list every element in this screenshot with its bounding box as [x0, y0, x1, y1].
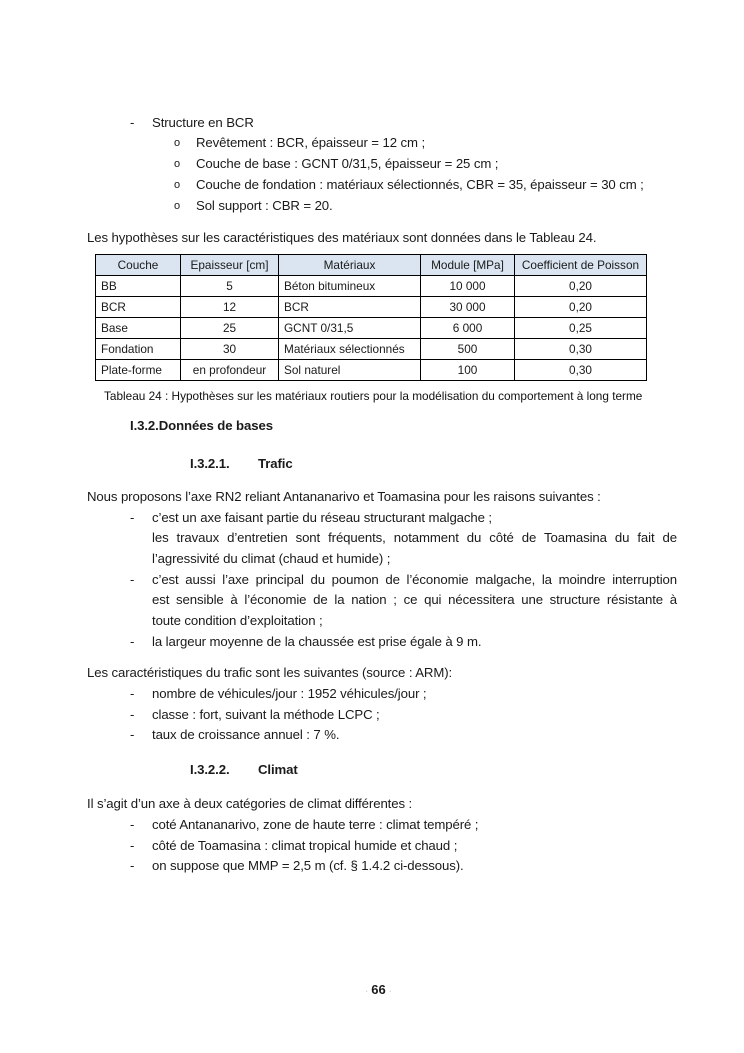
list-item: Sol support : CBR = 20. — [196, 198, 333, 213]
table-caption: Tableau 24 : Hypothèses sur les matériaux routiers pour la modélisation du comportement à long terme — [104, 389, 643, 403]
list-dash: - — [130, 727, 135, 742]
list-circle: o — [174, 158, 181, 170]
list-item: côté de Toamasina : climat tropical humide et chaud ; — [152, 838, 458, 853]
table-row — [96, 339, 647, 360]
table-cell: 12 — [181, 297, 279, 318]
list-item: Revêtement : BCR, épaisseur = 12 cm ; — [196, 135, 426, 150]
list-circle: o — [174, 137, 181, 149]
table-cell: 0,20 — [515, 276, 647, 297]
list-dash: - — [130, 572, 135, 587]
table-row — [96, 276, 647, 297]
table-cell: Sol naturel — [279, 360, 421, 381]
table-cell: Matériaux sélectionnés — [279, 339, 421, 360]
list-dash: - — [130, 115, 135, 130]
table-row — [96, 360, 647, 381]
table-cell: 30 — [181, 339, 279, 360]
column-header: Module [MPa] — [421, 255, 515, 276]
table-cell: 0,25 — [515, 318, 647, 339]
column-header: Epaisseur [cm] — [181, 255, 279, 276]
table-cell: 10 000 — [421, 276, 515, 297]
table-cell: Base — [96, 318, 181, 339]
subsection-title-climat: Climat — [258, 762, 298, 777]
table-header-row — [96, 255, 647, 276]
page-number-dot: . — [389, 987, 392, 994]
traffic-characteristics-intro: Les caractéristiques du trafic sont les suivantes (source : ARM): — [87, 665, 453, 680]
list-dash: - — [130, 686, 135, 701]
subsection-title-trafic: Trafic — [258, 456, 293, 471]
table-cell: 5 — [181, 276, 279, 297]
table-cell: BCR — [279, 297, 421, 318]
table-cell: 0,30 — [515, 360, 647, 381]
list-item: coté Antananarivo, zone de haute terre : climat tempéré ; — [152, 817, 479, 832]
materials-table — [95, 254, 647, 381]
climat-intro-paragraph: Il s’agit d’un axe à deux catégories de climat différentes : — [87, 796, 413, 811]
table-cell: GCNT 0/31,5 — [279, 318, 421, 339]
list-item-line: est sensible à l’économie de la nation ; ce qui nécessitera une structure résistante à — [152, 592, 677, 607]
list-item: nombre de véhicules/jour : 1952 véhicules/jour ; — [152, 686, 427, 701]
subsection-number: I.3.2.2. — [190, 762, 230, 777]
list-item: Couche de base : GCNT 0/31,5, épaisseur = 25 cm ; — [196, 156, 499, 171]
list-dash: - — [130, 838, 135, 853]
list-dash: - — [130, 634, 135, 649]
list-item: c’est un axe faisant partie du réseau structurant malgache ; — [152, 510, 492, 525]
table-cell: Fondation — [96, 339, 181, 360]
page-number-value: 66 — [371, 982, 386, 997]
table-cell: Béton bitumineux — [279, 276, 421, 297]
table-row — [96, 318, 647, 339]
list-item: on suppose que MMP = 2,5 m (cf. § 1.4.2 ci-dessous). — [152, 858, 464, 873]
list-item-line: toute condition d’exploitation ; — [152, 613, 323, 628]
subsection-number: I.3.2.1. — [190, 456, 230, 471]
table-intro-paragraph: Les hypothèses sur les caractéristiques des matériaux sont données dans le Tableau 24. — [87, 230, 597, 245]
list-item: classe : fort, suivant la méthode LCPC ; — [152, 707, 380, 722]
table-cell: BCR — [96, 297, 181, 318]
list-circle: o — [174, 200, 181, 212]
column-header: Coefficient de Poisson — [515, 255, 647, 276]
list-item: Couche de fondation : matériaux sélectionnés, CBR = 35, épaisseur = 30 cm ; — [196, 177, 644, 192]
list-dash: - — [130, 707, 135, 722]
list-circle: o — [174, 179, 181, 191]
list-item-line: l’agressivité du climat (chaud et humide) ; — [152, 551, 391, 566]
list-item: la largeur moyenne de la chaussée est prise égale à 9 m. — [152, 634, 482, 649]
table-cell: 0,30 — [515, 339, 647, 360]
list-item-line: c’est aussi l’axe principal du poumon de l’économie malgache, la moindre interruption — [152, 572, 677, 587]
column-header: Couche — [96, 255, 181, 276]
table-cell: BB — [96, 276, 181, 297]
page-number-dot: . — [366, 987, 368, 994]
table-cell: 30 000 — [421, 297, 515, 318]
list-dash: - — [130, 858, 135, 873]
table-cell: 0,20 — [515, 297, 647, 318]
list-item: taux de croissance annuel : 7 %. — [152, 727, 340, 742]
table-row — [96, 297, 647, 318]
table-cell: 6 000 — [421, 318, 515, 339]
list-item-line: les travaux d’entretien sont fréquents, notamment du côté de Toamasina du fait de — [152, 530, 677, 545]
table-cell: 25 — [181, 318, 279, 339]
table-cell: en profondeur — [181, 360, 279, 381]
table-cell: 100 — [421, 360, 515, 381]
list-dash: - — [130, 510, 135, 525]
table-cell: 500 — [421, 339, 515, 360]
section-heading-1-3-2: I.3.2.Données de bases — [130, 418, 273, 433]
table-cell: Plate-forme — [96, 360, 181, 381]
page-number — [366, 980, 391, 1001]
column-header: Matériaux — [279, 255, 421, 276]
trafic-intro-paragraph: Nous proposons l’axe RN2 reliant Antananarivo et Toamasina pour les raisons suivantes : — [87, 489, 601, 504]
structure-bcr-title: Structure en BCR — [152, 115, 254, 130]
list-dash: - — [130, 817, 135, 832]
